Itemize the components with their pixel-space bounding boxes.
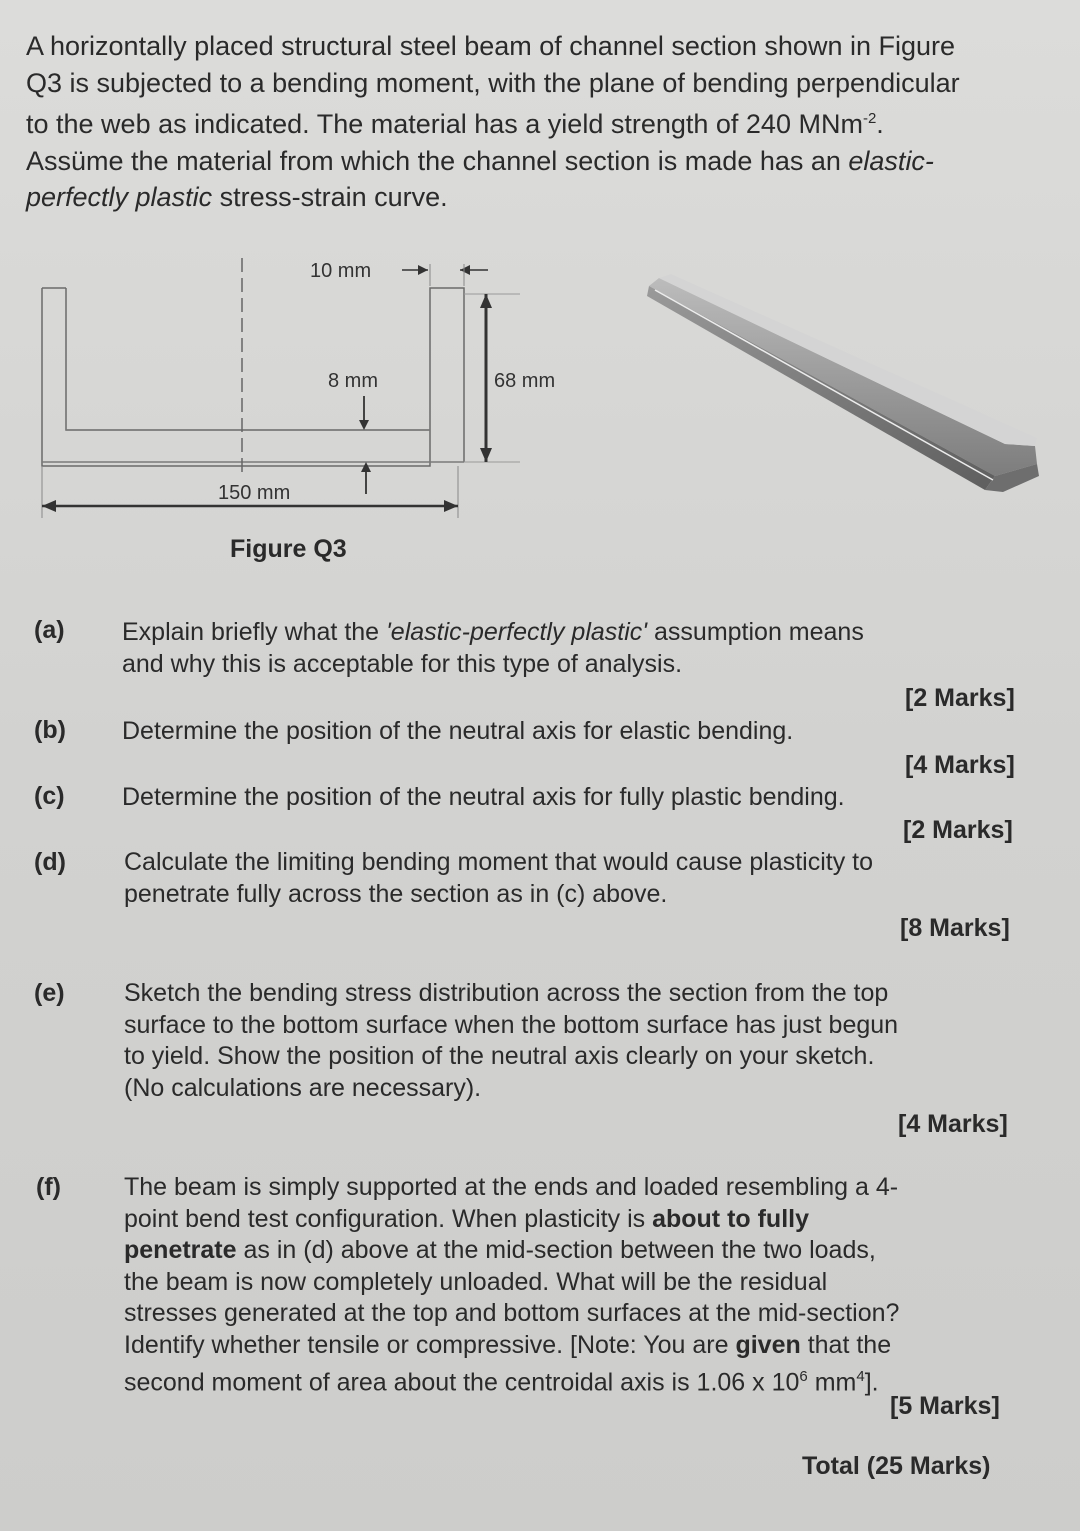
superscript: 4 xyxy=(856,1368,865,1385)
question-label-b: (b) xyxy=(34,716,66,744)
channel-section-diagram xyxy=(30,250,590,530)
question-d-text xyxy=(124,847,1024,910)
question-line: to yield. Show the position of the neutral axis clearly on your sketch. xyxy=(124,1042,875,1070)
question-line: (No calculations are necessary). xyxy=(124,1073,482,1102)
question-line: Sketch the bending stress distribution across the section from the top xyxy=(124,979,889,1007)
channel-outline xyxy=(42,288,464,466)
intro-italic: perfectly plastic xyxy=(26,182,213,212)
question-c-text: Determine the position of the neutral axis for fully plastic bending. xyxy=(122,783,845,811)
question-line xyxy=(124,1204,1034,1236)
channel-inner-outline xyxy=(42,288,430,430)
question-label-f: (f) xyxy=(36,1173,61,1201)
superscript: 6 xyxy=(799,1368,808,1385)
channel-top-edge xyxy=(659,274,1037,446)
question-line xyxy=(122,617,1022,649)
marks-a: [2 Marks] xyxy=(905,684,1015,712)
question-label-c: (c) xyxy=(34,782,65,810)
intro-paragraph xyxy=(26,28,1056,216)
superscript: -2 xyxy=(862,110,877,127)
question-line: surface to the bottom surface when the bottom surface has just begun xyxy=(124,1010,899,1039)
question-bold: given xyxy=(735,1330,801,1359)
total-marks: Total (25 Marks) xyxy=(802,1452,991,1480)
question-text: point bend test configuration. When plasticity is xyxy=(124,1204,653,1233)
intro-line: A horizontally placed structural steel beam of channel section shown in Figure xyxy=(26,31,956,61)
question-label-d: (d) xyxy=(34,848,66,876)
marks-b: [4 Marks] xyxy=(905,751,1015,779)
marks-d: [8 Marks] xyxy=(900,914,1010,942)
channel-flange-face xyxy=(647,286,995,490)
question-text: as in (d) above at the mid-section between the two loads, xyxy=(236,1236,876,1264)
question-line xyxy=(124,1235,1034,1267)
question-line: penetrate fully across the section as in (c) above. xyxy=(124,879,668,908)
question-text: Identify whether tensile or compressive. [Note: You are xyxy=(124,1330,736,1359)
question-label-a: (a) xyxy=(34,616,65,644)
marks-c: [2 Marks] xyxy=(903,816,1013,844)
question-line: The beam is simply supported at the ends and loaded resembling a 4- xyxy=(124,1173,899,1201)
question-text: that the xyxy=(800,1330,892,1359)
intro-text: to the web as indicated. The material has a yield strength of 240 MNm xyxy=(26,109,863,139)
question-label-e: (e) xyxy=(34,979,65,1007)
arrowhead xyxy=(444,500,458,512)
intro-text: stress-strain curve. xyxy=(212,182,448,212)
question-line: stresses generated at the top and bottom surfaces at the mid-section? xyxy=(124,1299,900,1327)
question-line xyxy=(124,1330,1034,1362)
question-line: and why this is acceptable for this type of analysis. xyxy=(122,649,683,678)
question-italic: 'elastic-perfectly plastic' xyxy=(386,618,648,646)
dim-flange-label: 10 mm xyxy=(310,260,372,282)
intro-text: . xyxy=(876,109,884,139)
figure-caption: Figure Q3 xyxy=(230,535,347,563)
intro-line xyxy=(26,179,1056,216)
intro-text: Assüme the material from which the channel section is made has an xyxy=(26,145,849,176)
highlight-line xyxy=(655,290,993,480)
question-a-text xyxy=(122,617,1022,680)
dim-width-label: 150 mm xyxy=(218,482,291,504)
arrowhead xyxy=(460,265,470,275)
arrowhead xyxy=(361,462,371,472)
question-f-text xyxy=(124,1172,1034,1399)
channel-web-face xyxy=(649,278,1037,476)
intro-line xyxy=(26,143,1056,180)
arrowhead xyxy=(480,294,492,308)
question-line: Calculate the limiting bending moment that would cause plasticity to xyxy=(124,848,874,876)
question-text: Explain briefly what the xyxy=(122,618,387,646)
intro-line xyxy=(26,101,1056,143)
arrowhead xyxy=(42,500,56,512)
arrowhead xyxy=(418,265,428,275)
dim-height-label: 68 mm xyxy=(494,370,556,392)
question-bold: penetrate xyxy=(124,1236,237,1264)
dim-web-label: 8 mm xyxy=(328,370,378,392)
marks-f: [5 Marks] xyxy=(890,1392,1000,1420)
question-text: second moment of area about the centroidal axis is 1.06 x 10 xyxy=(124,1368,800,1397)
steel-channel-image xyxy=(645,268,1045,498)
question-e-text xyxy=(124,978,1024,1104)
marks-e: [4 Marks] xyxy=(898,1110,1008,1138)
question-text: ]. xyxy=(864,1368,879,1397)
question-line: the beam is now completely unloaded. What will be the residual xyxy=(124,1267,828,1296)
intro-line: Q3 is subjected to a bending moment, with the plane of bending perpendicular xyxy=(26,67,960,98)
question-bold: about to fully xyxy=(652,1204,809,1233)
question-text: assumption means xyxy=(647,618,864,646)
arrowhead xyxy=(480,448,492,462)
intro-italic: elastic- xyxy=(848,145,934,176)
arrowhead xyxy=(359,420,369,430)
question-b-text: Determine the position of the neutral axis for elastic bending. xyxy=(122,717,794,745)
question-text: mm xyxy=(807,1368,857,1397)
